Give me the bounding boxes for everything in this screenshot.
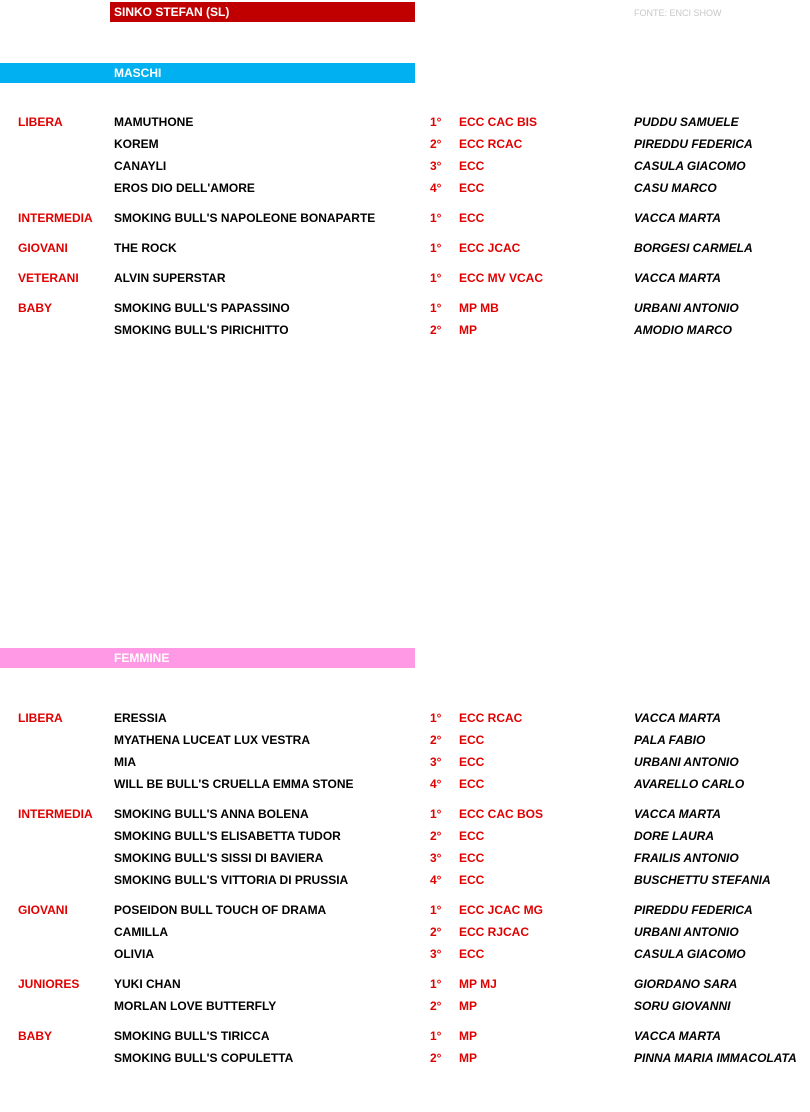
owner-name: VACCA MARTA [634, 807, 721, 821]
placement: 4° [430, 873, 442, 887]
class-label: INTERMEDIA [18, 211, 93, 225]
section-header-males: MASCHI [0, 63, 415, 83]
placement: 2° [430, 323, 442, 337]
qualification: ECC CAC BIS [459, 115, 538, 129]
placement: 3° [430, 851, 442, 865]
placement: 1° [430, 241, 442, 255]
placement: 3° [430, 755, 442, 769]
dog-name: CAMILLA [114, 925, 168, 939]
owner-name: PIREDDU FEDERICA [634, 137, 753, 151]
dog-name: THE ROCK [114, 241, 177, 255]
placement: 1° [430, 977, 442, 991]
class-label: LIBERA [18, 115, 63, 129]
result-row [0, 113, 810, 131]
qualification: ECC [459, 829, 485, 843]
qualification: ECC [459, 181, 485, 195]
qualification: ECC RCAC [459, 137, 523, 151]
placement: 4° [430, 181, 442, 195]
dog-name: EROS DIO DELL'AMORE [114, 181, 255, 195]
placement: 1° [430, 301, 442, 315]
placement: 2° [430, 999, 442, 1013]
owner-name: BORGESI CARMELA [634, 241, 753, 255]
owner-name: CASULA GIACOMO [634, 159, 746, 173]
class-label: LIBERA [18, 711, 63, 725]
class-label: BABY [18, 1029, 53, 1043]
result-row [0, 709, 810, 727]
result-row [0, 179, 810, 197]
placement: 1° [430, 1029, 442, 1043]
class-label: BABY [18, 301, 53, 315]
class-label: INTERMEDIA [18, 807, 93, 821]
dog-name: SMOKING BULL'S COPULETTA [114, 1051, 294, 1065]
owner-name: URBANI ANTONIO [634, 301, 739, 315]
result-row [0, 269, 810, 287]
qualification: MP MJ [459, 977, 497, 991]
dog-name: ALVIN SUPERSTAR [114, 271, 226, 285]
result-row [0, 1049, 810, 1067]
dog-name: SMOKING BULL'S NAPOLEONE BONAPARTE [114, 211, 376, 225]
result-row [0, 209, 810, 227]
dog-name: MIA [114, 755, 136, 769]
placement: 2° [430, 1051, 442, 1065]
result-row [0, 135, 810, 153]
qualification: ECC JCAC [459, 241, 521, 255]
owner-name: URBANI ANTONIO [634, 925, 739, 939]
placement: 1° [430, 211, 442, 225]
result-row [0, 923, 810, 941]
result-row [0, 299, 810, 317]
dog-name: SMOKING BULL'S TIRICCA [114, 1029, 270, 1043]
qualification: ECC [459, 755, 485, 769]
dog-name: SMOKING BULL'S ELISABETTA TUDOR [114, 829, 341, 843]
qualification: ECC [459, 733, 485, 747]
owner-name: PIREDDU FEDERICA [634, 903, 753, 917]
qualification: ECC [459, 211, 485, 225]
dog-name: SMOKING BULL'S PIRICHITTO [114, 323, 289, 337]
qualification: MP MB [459, 301, 499, 315]
placement: 3° [430, 159, 442, 173]
result-row [0, 1027, 810, 1045]
owner-name: CASU MARCO [634, 181, 717, 195]
placement: 3° [430, 947, 442, 961]
qualification: ECC [459, 159, 485, 173]
qualification: ECC [459, 851, 485, 865]
class-label: GIOVANI [18, 241, 68, 255]
owner-name: PALA FABIO [634, 733, 706, 747]
result-row [0, 901, 810, 919]
dog-name: POSEIDON BULL TOUCH OF DRAMA [114, 903, 327, 917]
result-row [0, 849, 810, 867]
dog-name: WILL BE BULL'S CRUELLA EMMA STONE [114, 777, 354, 791]
qualification: ECC [459, 777, 485, 791]
result-row [0, 753, 810, 771]
class-label: GIOVANI [18, 903, 68, 917]
dog-name: SMOKING BULL'S VITTORIA DI PRUSSIA [114, 873, 349, 887]
qualification: MP [459, 1029, 477, 1043]
owner-name: AVARELLO CARLO [634, 777, 745, 791]
class-label: VETERANI [18, 271, 79, 285]
source-label: FONTE: ENCI SHOW [634, 8, 722, 18]
dog-name: YUKI CHAN [114, 977, 181, 991]
result-row [0, 827, 810, 845]
qualification: ECC RJCAC [459, 925, 530, 939]
result-row [0, 945, 810, 963]
result-row [0, 975, 810, 993]
placement: 2° [430, 829, 442, 843]
result-row [0, 157, 810, 175]
qualification: ECC JCAC MG [459, 903, 544, 917]
placement: 1° [430, 711, 442, 725]
dog-name: ERESSIA [114, 711, 167, 725]
owner-name: BUSCHETTU STEFANIA [634, 873, 771, 887]
dog-name: SMOKING BULL'S ANNA BOLENA [114, 807, 309, 821]
dog-name: SMOKING BULL'S SISSI DI BAVIERA [114, 851, 324, 865]
dog-name: SMOKING BULL'S PAPASSINO [114, 301, 290, 315]
owner-name: VACCA MARTA [634, 211, 721, 225]
placement: 2° [430, 137, 442, 151]
dog-name: OLIVIA [114, 947, 155, 961]
owner-name: GIORDANO SARA [634, 977, 738, 991]
section-header-females: FEMMINE [0, 648, 415, 668]
qualification: MP [459, 323, 477, 337]
owner-name: URBANI ANTONIO [634, 755, 739, 769]
judge-banner: SINKO STEFAN (SL) [110, 2, 415, 22]
result-row [0, 239, 810, 257]
owner-name: VACCA MARTA [634, 711, 721, 725]
class-label: JUNIORES [18, 977, 80, 991]
result-row [0, 805, 810, 823]
qualification: ECC RCAC [459, 711, 523, 725]
placement: 1° [430, 271, 442, 285]
qualification: ECC [459, 873, 485, 887]
owner-name: FRAILIS ANTONIO [634, 851, 739, 865]
owner-name: CASULA GIACOMO [634, 947, 746, 961]
placement: 1° [430, 903, 442, 917]
owner-name: PINNA MARIA IMMACOLATA [634, 1051, 797, 1065]
result-row [0, 321, 810, 339]
dog-name: KOREM [114, 137, 159, 151]
owner-name: AMODIO MARCO [634, 323, 732, 337]
qualification: MP [459, 1051, 477, 1065]
result-row [0, 731, 810, 749]
qualification: ECC MV VCAC [459, 271, 544, 285]
owner-name: VACCA MARTA [634, 271, 721, 285]
owner-name: SORU GIOVANNI [634, 999, 731, 1013]
qualification: MP [459, 999, 477, 1013]
placement: 1° [430, 115, 442, 129]
qualification: ECC [459, 947, 485, 961]
owner-name: DORE LAURA [634, 829, 714, 843]
dog-name: MORLAN LOVE BUTTERFLY [114, 999, 277, 1013]
placement: 2° [430, 925, 442, 939]
result-row [0, 997, 810, 1015]
dog-name: CANAYLI [114, 159, 167, 173]
placement: 1° [430, 807, 442, 821]
qualification: ECC CAC BOS [459, 807, 544, 821]
result-row [0, 775, 810, 793]
dog-name: MAMUTHONE [114, 115, 194, 129]
placement: 4° [430, 777, 442, 791]
owner-name: VACCA MARTA [634, 1029, 721, 1043]
result-row [0, 871, 810, 889]
owner-name: PUDDU SAMUELE [634, 115, 739, 129]
dog-name: MYATHENA LUCEAT LUX VESTRA [114, 733, 311, 747]
placement: 2° [430, 733, 442, 747]
